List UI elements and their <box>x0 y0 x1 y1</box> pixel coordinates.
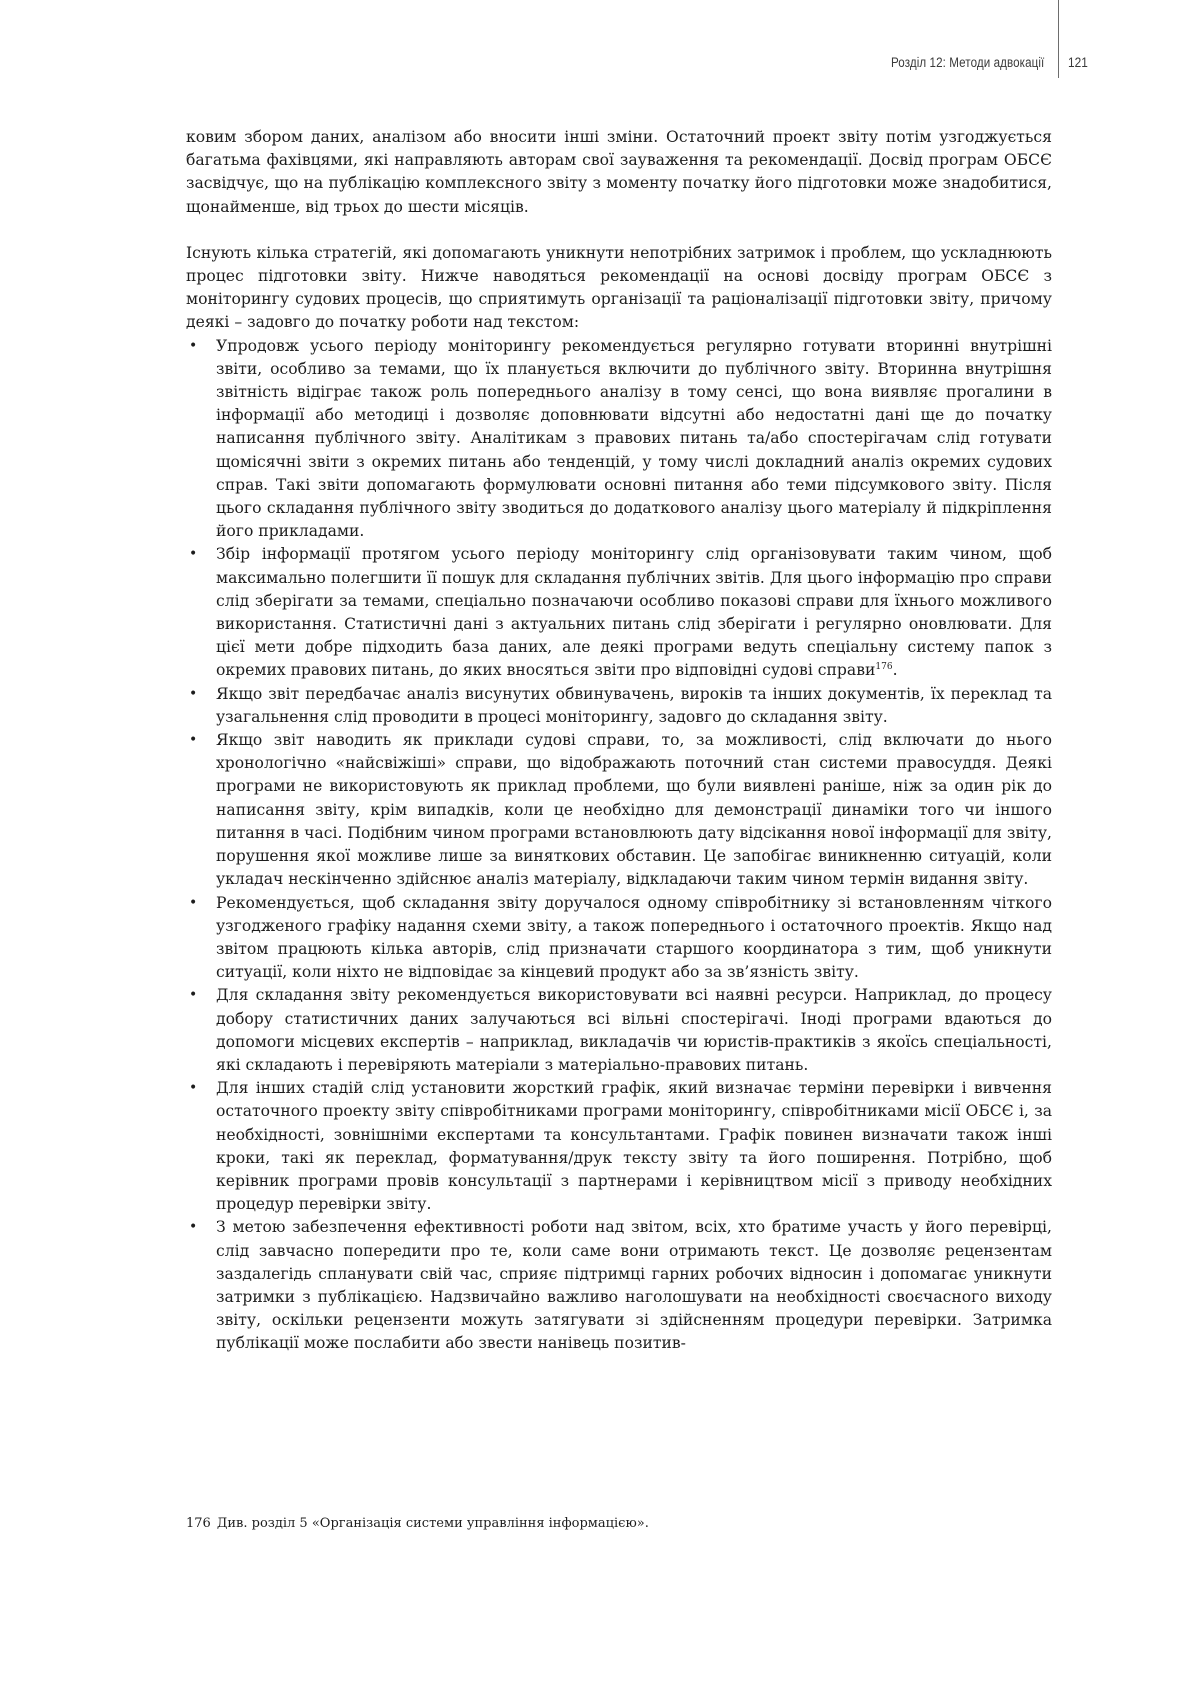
list-item-text: З метою забезпечення ефективності роботи над звітом, всіх, хто братиме участь у його перевірці, слід завчасно попередити про те, коли саме вони отримають текст. Це дозволяє рецензентам заздалегідь спланувати свій час, сприяє підтримці гарних робочих відносин і допомагає уникнути затримки з публікацією. Надзвичайно важливо наголошувати на необхідності своєчасного виходу звіту, оскільки рецензенти можуть затягувати зі здійсненням процедури перевірки. Затримка публікації може послабити або звести нанівець позитив- <box>216 1218 1052 1353</box>
header-divider <box>1058 0 1059 78</box>
list-item-text: Для інших стадій слід установити жорсткий графік, який визначає терміни перевірки і вивчення остаточного проекту звіту співробітниками програми моніторингу, співробітниками місії ОБСЄ і, за необхідності, зовнішніми експертами та консультантами. Графік повинен визначати також інші кроки, такі як переклад, форматування/друк тексту звіту та його поширення. Потрібно, щоб керівник програми провів консультації з партнерами і керівництвом місії з приводу необхідних процедур перевірки звіту. <box>216 1079 1052 1214</box>
footnote-reference[interactable]: 176 <box>875 662 893 673</box>
page-number: 121 <box>1068 55 1088 70</box>
list-item-text: Рекомендується, щоб складання звіту доручалося одному співробітнику зі встановленням чіткого узгодженого графіку надання схеми звіту, а також попереднього і остаточного проектів. Якщо над звітом працюють кілька авторів, слід призначати старшого координатора з тим, щоб уникнути ситуації, коли ніхто не відповідає за кінцевий продукт або за зв’язність звіту. <box>216 893 1052 982</box>
bullet-marker: • <box>189 1080 198 1097</box>
bullet-marker: • <box>189 337 198 354</box>
paragraph-strategies-intro: Існують кілька стратегій, які допомагають уникнути непотрібних затримок і проблем, що ускладнюють процес підготовки звіту. Нижче наводяться рекомендації на основі досвіду програм ОБСЄ з моніторингу судових процесів, що сприятимуть організації та раціоналізації підготовки звіту, причому деякі – задовго до початку роботи над текстом: <box>186 243 1052 332</box>
list-item-text: Якщо звіт передбачає аналіз висунутих обвинувачень, вироків та інших документів, їх переклад та узагальнення слід проводити в процесі моніторингу, задовго до складання звіту. <box>216 684 1052 726</box>
paragraph-continuation: ковим збором даних, аналізом або вносити інші зміни. Остаточний проект звіту потім узгоджується багатьма фахівцями, які направляють авторам свої зауваження та рекомендації. Досвід програм ОБСЄ засвідчує, що на публікацію комплексного звіту з моменту початку його підготовки може знадобитися, щонайменше, від трьох до шести місяців. <box>186 128 1052 216</box>
list-item <box>186 683 1052 729</box>
list-item <box>186 892 1052 985</box>
list-item-text-end: . <box>892 661 898 680</box>
list-item <box>186 1077 1052 1216</box>
footnote-number: 176 <box>186 1516 211 1531</box>
list-item <box>186 984 1052 1077</box>
list-item-text: Для складання звіту рекомендується використовувати всі наявні ресурси. Наприклад, до процесу добору статистичних даних залучаються всі вільні спостерігачі. Іноді програми вдаються до допомоги місцевих експертів – наприклад, викладачів чи юристів-практиків з якоїсь спеціальності, які складають і перевіряють матеріали з матеріально-правових питань. <box>216 986 1052 1074</box>
list-item-text: Упродовж усього періоду моніторингу рекомендується регулярно готувати вторинні внутрішні звіти, особливо за темами, що їх планується включити до публічного звіту. Вторинна внутрішня звітність відіграє також роль попереднього аналізу в тому сенсі, що вона виявляє прогалини в інформації або методиці і дозволяє доповнювати відсутні або недостатні дані ще до початку написання публічного звіту. Аналітикам з правових питань та/або спостерігачам слід готувати щомісячні звіти з окремих питань або тенденцій, у тому числі докладний аналіз окремих судових справ. Такі звіти допомагають формулювати основні питання або теми підсумкового звіту. Після цього складання публічного звіту зводиться до додаткового аналізу цього матеріалу й підкріплення його прикладами. <box>216 336 1052 541</box>
body-text <box>186 126 1052 1356</box>
footnote <box>186 1516 1052 1531</box>
bullet-marker: • <box>189 987 198 1004</box>
bullet-marker: • <box>189 894 198 911</box>
recommendation-list <box>186 335 1052 1356</box>
list-item <box>186 1216 1052 1355</box>
list-item-text: Збір інформації протягом усього періоду моніторингу слід організовувати таким чином, щоб максимально полегшити її пошук для складання публічних звітів. Для цього інформацію про справи слід зберігати за темами, спеціально позначаючи особливо показові справи для їхнього можливого використання. Статистичні дані з актуальних питань слід зберігати і регулярно оновлювати. Для цієї мети добре підходить база даних, але деякі програми ведуть спеціальну систему папок з окремих правових питань, до яких вносяться звіти про відповідні судові справи <box>216 545 1052 680</box>
running-head: Розділ 12: Методи адвокації <box>890 55 1044 70</box>
bullet-marker: • <box>189 685 198 702</box>
list-item <box>186 729 1052 891</box>
list-item <box>186 543 1052 682</box>
bullet-marker: • <box>189 546 198 563</box>
bullet-marker: • <box>189 1219 198 1236</box>
list-item <box>186 335 1052 544</box>
footnote-text: Див. розділ 5 «Організація системи управління інформацією». <box>216 1516 649 1531</box>
bullet-marker: • <box>189 732 198 749</box>
list-item-text: Якщо звіт наводить як приклади судові справи, то, за можливості, слід включати до нього хронологічно «найсвіжіші» справи, що відображають поточний стан системи правосуддя. Деякі програми не використовують як приклад проблеми, що були виявлені раніше, ніж за один рік до написання звіту, крім випадків, коли це необхідно для демонстрації динаміки того чи іншого питання в часі. Подібним чином програми встановлюють дату відсікання нової інформації для звіту, порушення якої можливе лише за виняткових обставин. Це запобігає виникненню ситуацій, коли укладач нескінченно здійснює аналіз матеріалу, відкладаючи таким чином термін видання звіту. <box>216 731 1052 889</box>
